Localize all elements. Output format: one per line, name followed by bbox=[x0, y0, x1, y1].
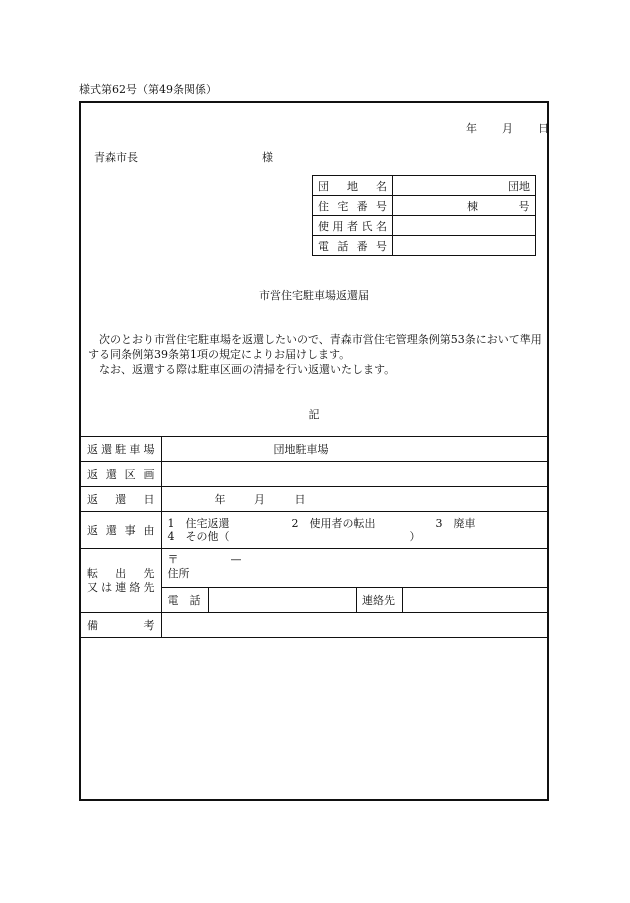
estate-name-label: 団 地 名 bbox=[313, 176, 393, 196]
table-row bbox=[81, 549, 547, 613]
postal-mark: 〒 bbox=[167, 553, 179, 566]
form-number: 様式第62号（第49条関係） bbox=[79, 83, 217, 96]
estate-suffix: 団地 bbox=[508, 179, 530, 193]
return-month-label: 月 bbox=[254, 493, 265, 506]
estate-name-field[interactable] bbox=[393, 176, 536, 196]
detail-table bbox=[81, 436, 547, 638]
address-area[interactable] bbox=[162, 549, 548, 587]
return-date-label: 返 還 日 bbox=[81, 487, 161, 512]
reason-option-2[interactable]: 2 使用者の転出 bbox=[291, 517, 376, 530]
reason-option-3[interactable]: 3 廃車 bbox=[435, 517, 476, 530]
applicant-row bbox=[313, 176, 536, 196]
parking-value: 団地駐車場 bbox=[273, 443, 329, 456]
ki-heading: 記 bbox=[308, 408, 320, 421]
date-day-label: 日 bbox=[538, 122, 549, 135]
postal-dash: — bbox=[230, 553, 242, 566]
parking-label: 返還駐車場 bbox=[81, 437, 161, 462]
return-date-field[interactable] bbox=[161, 487, 547, 512]
table-row bbox=[81, 462, 547, 487]
table-row bbox=[81, 512, 547, 549]
reason-label: 返還事由 bbox=[81, 512, 161, 549]
postal-line bbox=[168, 553, 548, 567]
contact-destination-label bbox=[81, 549, 161, 613]
phone-field[interactable] bbox=[209, 588, 357, 613]
return-year-label: 年 bbox=[214, 493, 226, 506]
phone-number-label: 電話番号 bbox=[313, 236, 393, 256]
form-frame bbox=[79, 101, 549, 801]
body-paragraph-2: なお、返還する際は駐車区画の清掃を行い返還いたします。 bbox=[99, 363, 396, 376]
body-text bbox=[88, 332, 543, 377]
phone-number-field[interactable] bbox=[393, 236, 536, 256]
contact-label: 連絡先 bbox=[357, 588, 403, 613]
addressee-honorific: 様 bbox=[262, 151, 273, 164]
addressee-name: 青森市長 bbox=[94, 151, 138, 164]
house-number-label: 住宅番号 bbox=[313, 196, 393, 216]
document-title: 市営住宅駐車場返還届 bbox=[259, 289, 369, 302]
user-name-label: 使用者氏名 bbox=[313, 216, 393, 236]
section-label: 返還区画 bbox=[81, 462, 161, 487]
table-row bbox=[81, 487, 547, 512]
building-suffix: 棟 bbox=[467, 199, 478, 213]
contact-field[interactable] bbox=[403, 588, 548, 613]
parking-field[interactable] bbox=[161, 437, 547, 462]
number-suffix: 号 bbox=[518, 199, 530, 213]
contact-label-line-1: 転 出 先 bbox=[87, 566, 155, 580]
phone-label: 電 話 bbox=[162, 588, 209, 613]
user-name-field[interactable] bbox=[393, 216, 536, 236]
date-month-label: 月 bbox=[502, 122, 513, 135]
reason-field[interactable] bbox=[161, 512, 547, 549]
table-row bbox=[81, 437, 547, 462]
address-label: 住所 bbox=[167, 567, 190, 580]
reason-option-1[interactable]: 1 住宅返還 bbox=[167, 517, 230, 530]
phone-contact-row bbox=[162, 587, 548, 612]
body-paragraph-1: 次のとおり市営住宅駐車場を返還したいので、青森市営住宅管理条例第53条において準用する同条例第39条第1項の規定によりお届けします。 bbox=[88, 333, 542, 361]
applicant-row bbox=[313, 236, 536, 256]
reason-options-line-1 bbox=[168, 517, 548, 530]
remarks-label: 備 考 bbox=[81, 613, 161, 638]
reason-option-4[interactable]: 4 その他（ bbox=[167, 530, 230, 543]
section-field[interactable] bbox=[161, 462, 547, 487]
applicant-row bbox=[313, 196, 536, 216]
date-year-label: 年 bbox=[466, 122, 477, 135]
remarks-field[interactable] bbox=[161, 613, 547, 638]
reason-option-4-close: ） bbox=[409, 530, 421, 543]
applicant-row bbox=[313, 216, 536, 236]
house-number-field[interactable] bbox=[393, 196, 536, 216]
contact-destination-field bbox=[161, 549, 547, 613]
reason-options-line-2 bbox=[168, 530, 548, 543]
contact-label-line-2: 又は連絡先 bbox=[87, 580, 155, 594]
table-row bbox=[81, 613, 547, 638]
applicant-table bbox=[312, 175, 536, 256]
return-day-label: 日 bbox=[294, 493, 306, 506]
